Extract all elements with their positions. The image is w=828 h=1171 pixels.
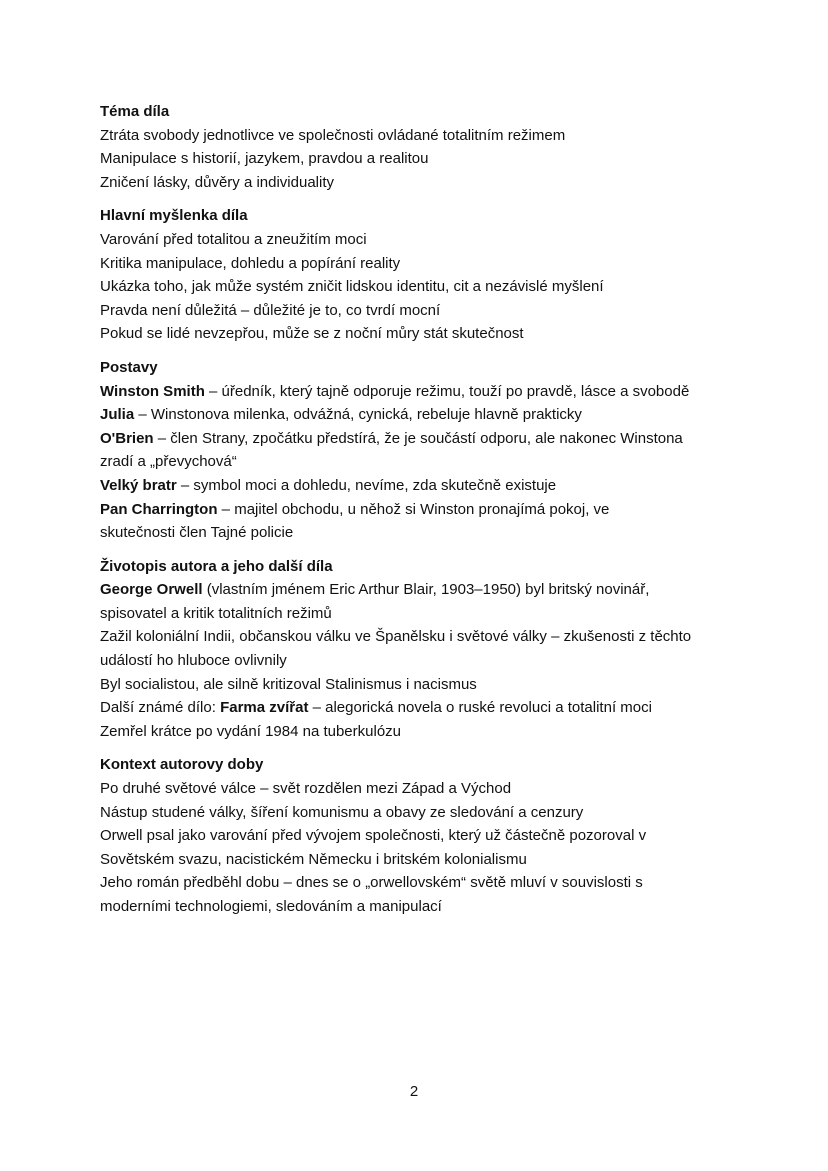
work-title: Farma zvířat: [220, 699, 309, 717]
text-line: [100, 871, 740, 895]
text-line: [100, 322, 740, 346]
line-text: – alegorická novela o ruské revoluci a totalitní moci: [308, 699, 652, 717]
text-line: [100, 228, 740, 252]
section-heading: Životopis autora a jeho další díla: [100, 557, 333, 575]
line-text: Kritika manipulace, dohledu a popírání reality: [100, 254, 401, 272]
character-line: [100, 380, 740, 404]
line-text: Byl socialistou, ale silně kritizoval Stalinismus i nacismus: [100, 675, 477, 693]
character-line: [100, 498, 740, 522]
text-line: [100, 848, 740, 872]
character-name: Winston Smith: [100, 382, 205, 400]
line-text: skutečnosti člen Tajné policie: [100, 524, 294, 542]
text-line: [100, 521, 740, 545]
text-line: [100, 649, 740, 673]
line-text: moderními technologiemi, sledováním a manipulací: [100, 898, 442, 915]
character-description: – člen Strany, zpočátku předstírá, že je součástí odporu, ale nakonec Winstona: [153, 429, 683, 447]
line-text: zradí a „převychová“: [100, 453, 237, 471]
character-description: – majitel obchodu, u něhož si Winston pronajímá pokoj, ve: [217, 500, 610, 518]
line-text: Manipulace s historií, jazykem, pravdou a realitou: [100, 150, 429, 168]
text-line: [100, 824, 740, 848]
text-line: [100, 171, 740, 195]
text-line: [100, 777, 740, 801]
section-context: [100, 753, 740, 918]
section-heading: Téma díla: [100, 103, 170, 120]
character-name: Pan Charrington: [100, 500, 218, 518]
character-line: [100, 427, 740, 451]
line-text: (vlastním jménem Eric Arthur Blair, 1903–1950) byl britský novinář,: [202, 581, 650, 599]
text-line: [100, 578, 740, 602]
line-text: spisovatel a kritik totalitních režimů: [100, 604, 332, 622]
section-author-biography: [100, 555, 740, 744]
text-line: [100, 895, 740, 919]
text-line: [100, 450, 740, 474]
text-line: [100, 252, 740, 276]
author-name: George Orwell: [100, 581, 203, 599]
line-prefix: Další známé dílo:: [100, 699, 221, 717]
line-text: Zažil koloniální Indii, občanskou válku ve Španělsku i světové války – zkušenosti z těchto: [100, 628, 692, 646]
line-text: Zemřel krátce po vydání 1984 na tuberkulózu: [100, 722, 402, 740]
section-characters: [100, 356, 740, 545]
text-line: [100, 275, 740, 299]
character-line: [100, 403, 740, 427]
line-text: Ztráta svobody jednotlivce ve společnosti ovládané totalitním režimem: [100, 126, 566, 144]
text-line: [100, 801, 740, 825]
text-line: [100, 124, 740, 148]
line-text: Pokud se lidé nevzepřou, může se z noční můry stát skutečnost: [100, 325, 524, 343]
line-text: Orwell psal jako varování před vývojem společnosti, který už částečně pozoroval v: [100, 827, 647, 845]
line-text: Sovětském svazu, nacistickém Německu i britském kolonialismu: [100, 850, 527, 868]
section-main-idea: [100, 204, 740, 346]
line-text: Jeho román předběhl dobu – dnes se o „orwellovském“ světě mluví v souvislosti s: [100, 874, 643, 892]
line-text: Zničení lásky, důvěry a individuality: [100, 173, 334, 191]
character-name: O'Brien: [100, 429, 154, 447]
character-description: – úředník, který tajně odporuje režimu, touží po pravdě, lásce a svobodě: [204, 382, 690, 400]
section-heading: Hlavní myšlenka díla: [100, 207, 248, 225]
character-name: Julia: [100, 406, 135, 424]
text-line: [100, 673, 740, 697]
character-line: [100, 474, 740, 498]
page-number: 2: [409, 1083, 419, 1100]
document-page: [100, 100, 740, 929]
character-name: Velký bratr: [100, 476, 177, 494]
text-line: [100, 147, 740, 171]
text-line: [100, 602, 740, 626]
section-heading: Postavy: [100, 358, 158, 376]
line-text: Varování před totalitou a zneužitím moci: [100, 230, 367, 248]
text-line: [100, 625, 740, 649]
line-text: Ukázka toho, jak může systém zničit lidskou identitu, cit a nezávislé myšlení: [100, 278, 604, 296]
text-line: [100, 720, 740, 744]
line-text: Po druhé světové válce – svět rozdělen mezi Západ a Východ: [100, 780, 512, 798]
character-description: – symbol moci a dohledu, nevíme, zda skutečně existuje: [176, 476, 557, 494]
section-heading: Kontext autorovy doby: [100, 756, 264, 774]
section-theme: [100, 100, 740, 194]
line-text: událostí ho hluboce ovlivnily: [100, 652, 287, 670]
line-text: Pravda není důležitá – důležité je to, co tvrdí mocní: [100, 301, 441, 319]
character-description: – Winstonova milenka, odvážná, cynická, rebeluje hlavně prakticky: [134, 406, 582, 424]
text-line: [100, 299, 740, 323]
text-line: [100, 696, 740, 720]
line-text: Nástup studené války, šíření komunismu a obavy ze sledování a cenzury: [100, 803, 584, 821]
